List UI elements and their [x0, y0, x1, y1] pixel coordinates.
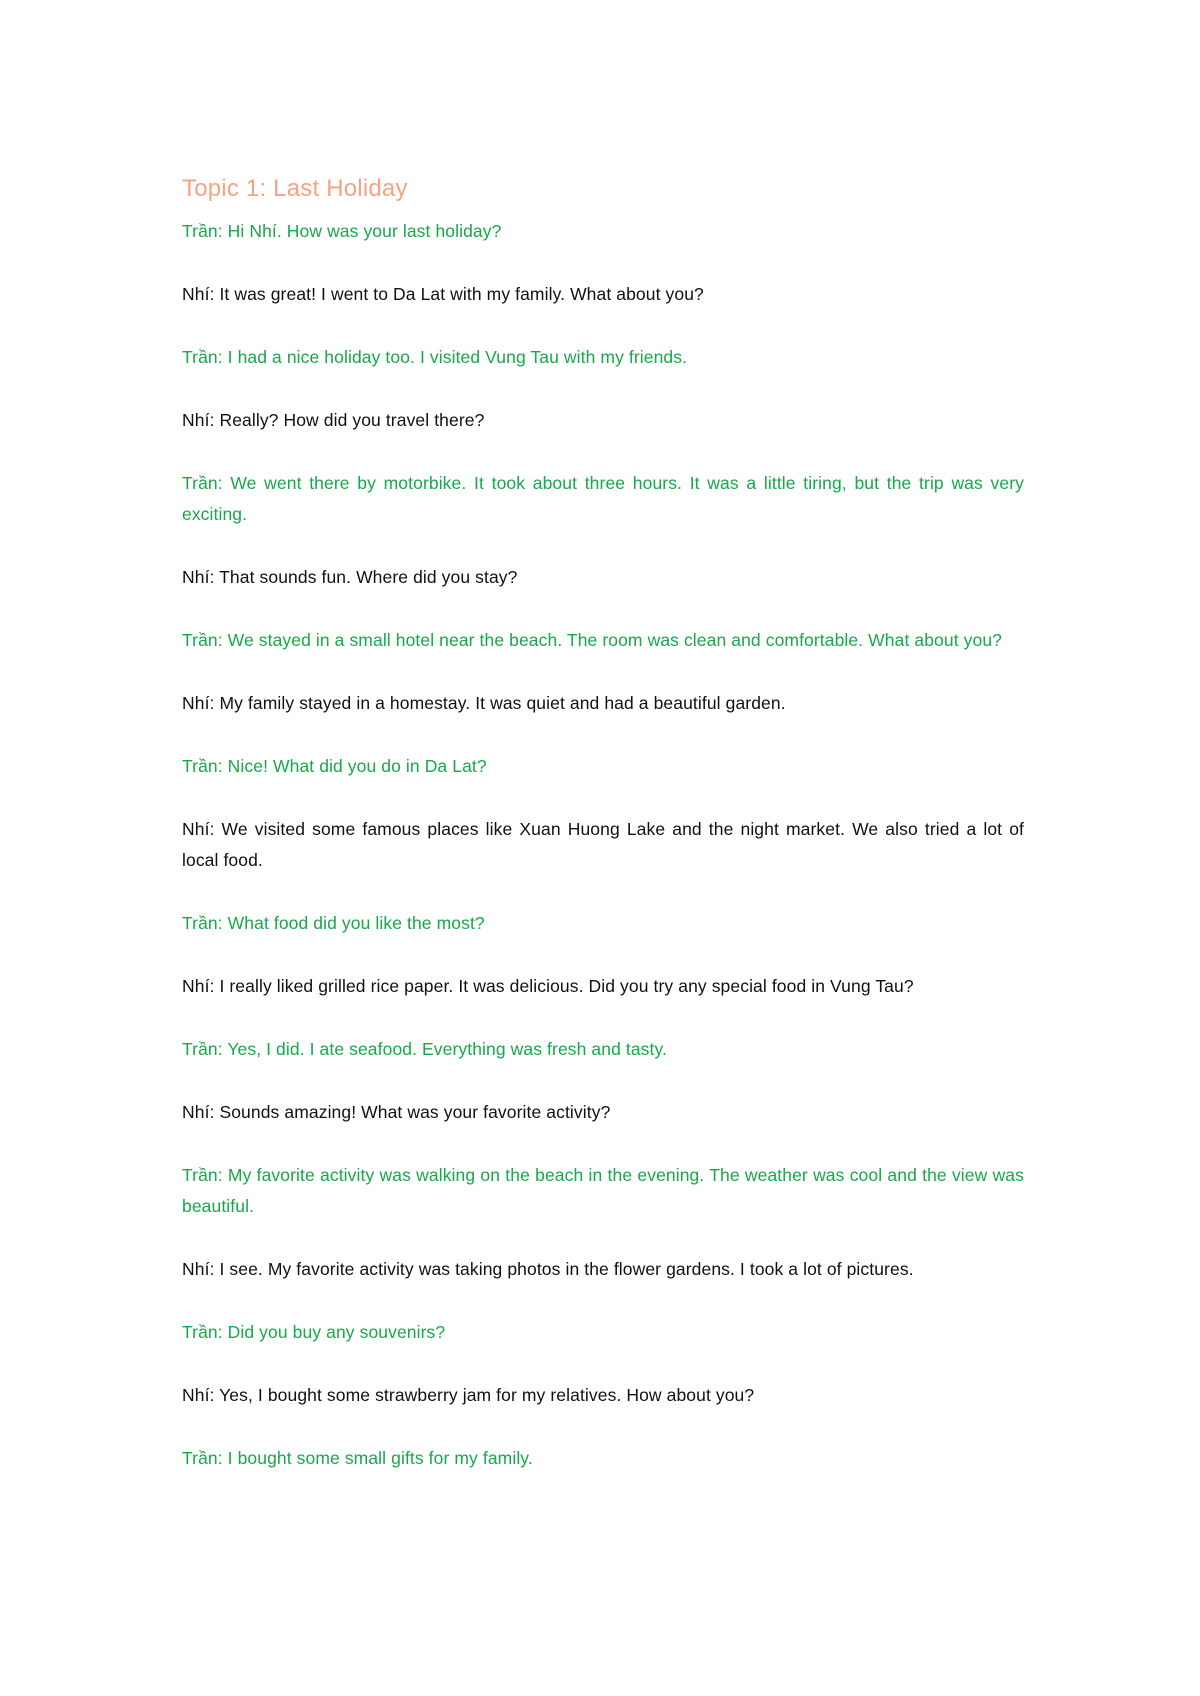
dialogue-line-tran: Trần: I bought some small gifts for my family.	[182, 1448, 533, 1468]
document-body	[182, 172, 1024, 1506]
dialogue-line-nhi: Nhí: It was great! I went to Da Lat with my family. What about you?	[182, 284, 704, 304]
dialogue-line-nhi: Nhí: I really liked grilled rice paper. It was delicious. Did you try any special food in Vung Tau?	[182, 976, 914, 996]
dialogue-line-tran: Trần: We went there by motorbike. It took about three hours. It was a little tiring, but the trip was very exciting.	[182, 473, 1024, 524]
dialogue-line-nhi: Nhí: My family stayed in a homestay. It was quiet and had a beautiful garden.	[182, 693, 786, 713]
dialogue-line-tran: Trần: Did you buy any souvenirs?	[182, 1322, 446, 1342]
dialogue-line-tran: Trần: We stayed in a small hotel near the beach. The room was clean and comfortable. What about you?	[182, 630, 1002, 650]
dialogue-line-tran: Trần: Yes, I did. I ate seafood. Everything was fresh and tasty.	[182, 1039, 668, 1059]
dialogue-line-nhi: Nhí: That sounds fun. Where did you stay?	[182, 567, 518, 587]
document-title: Topic 1: Last Holiday	[182, 175, 408, 202]
dialogue-line-nhi: Nhí: Sounds amazing! What was your favorite activity?	[182, 1102, 611, 1122]
dialogue-line-nhi: Nhí: Yes, I bought some strawberry jam for my relatives. How about you?	[182, 1385, 755, 1405]
dialogue-line-tran: Trần: I had a nice holiday too. I visited Vung Tau with my friends.	[182, 347, 688, 367]
dialogue-line-nhi: Nhí: Really? How did you travel there?	[182, 410, 485, 430]
dialogue-line-nhi: Nhí: We visited some famous places like Xuan Huong Lake and the night market. We also tried a lot of local food.	[182, 819, 1024, 870]
dialogue-line-tran: Trần: My favorite activity was walking on the beach in the evening. The weather was cool and the view was beautiful.	[182, 1165, 1024, 1216]
dialogue-line-tran: Trần: What food did you like the most?	[182, 913, 485, 933]
dialogue-line-nhi: Nhí: I see. My favorite activity was taking photos in the flower gardens. I took a lot of pictures.	[182, 1259, 914, 1279]
dialogue-line-tran: Trần: Nice! What did you do in Da Lat?	[182, 756, 487, 776]
dialogue-line-tran: Trần: Hi Nhí. How was your last holiday?	[182, 221, 502, 241]
